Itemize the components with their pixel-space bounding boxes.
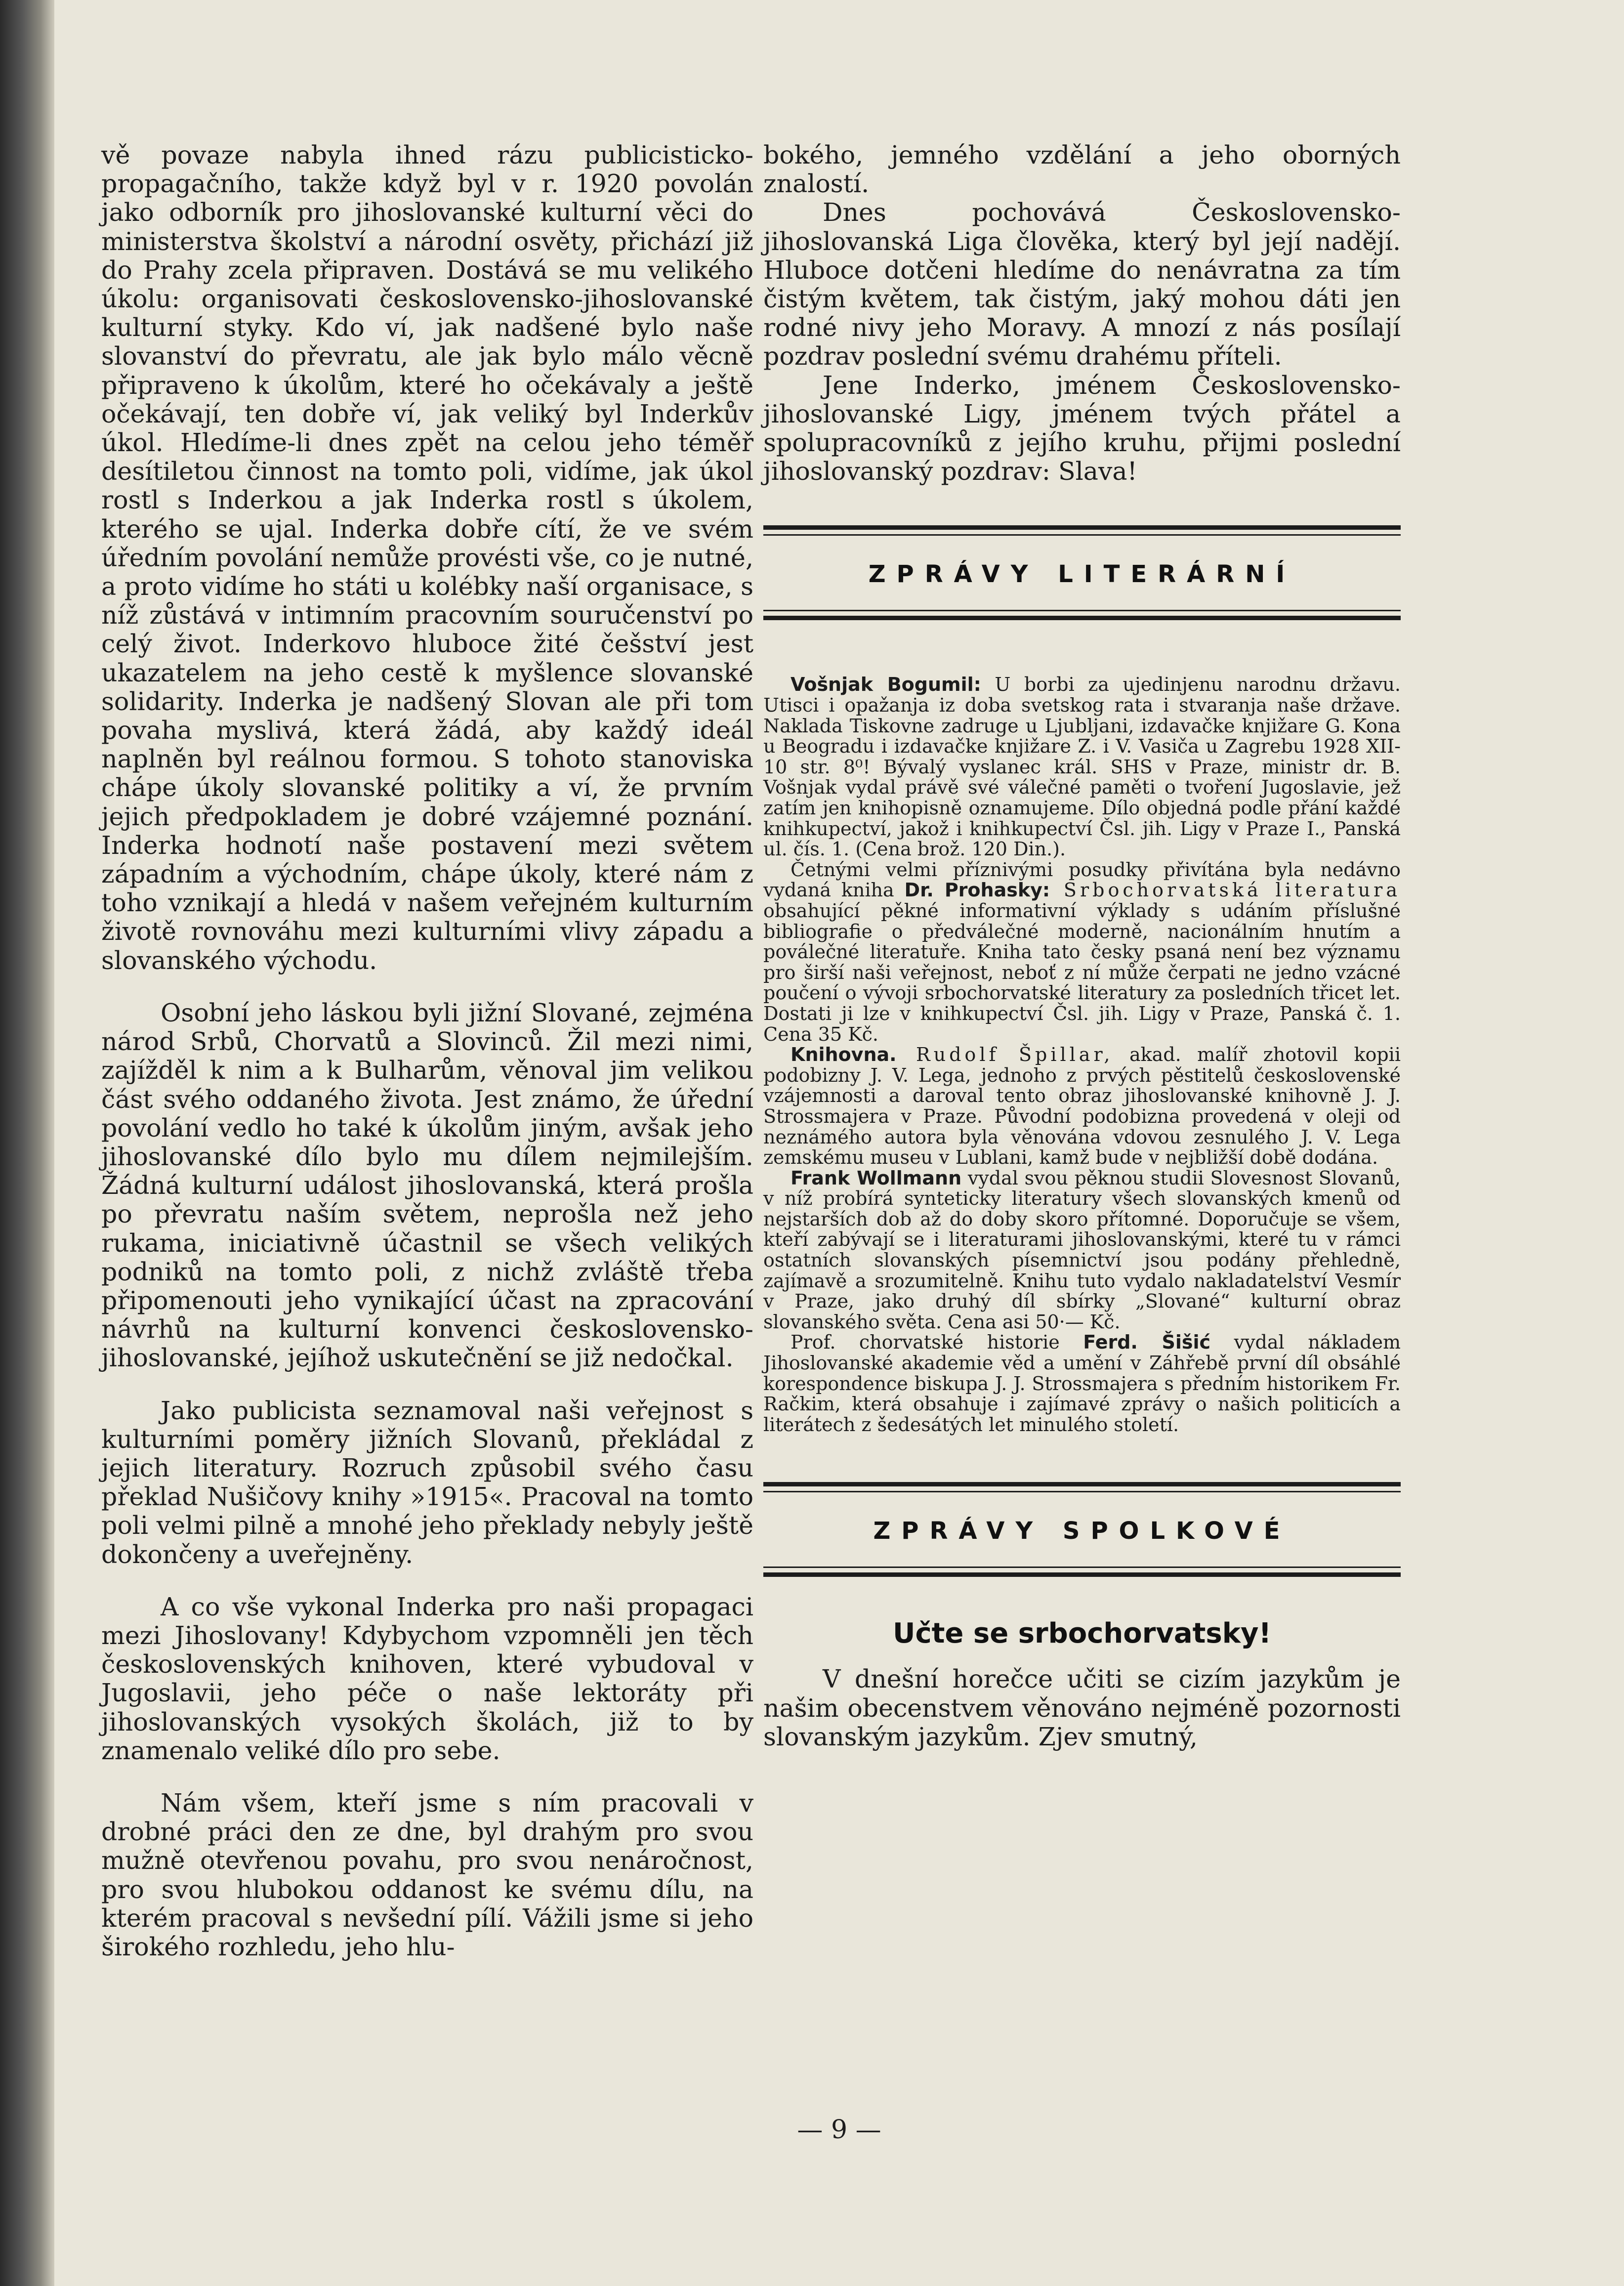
paragraph: V dnešní horečce učiti se cizím jazykům je našim obecenstvem věnováno nejméně pozornosti slovanským jazykům. Zjev smutný, (763, 1664, 1401, 1751)
paragraph: Osobní jeho láskou byli jižní Slované, zejména národ Srbů, Chorvatů a Slovinců. Žil mezi nimi, zajížděl k nim a k Bulharům, věnoval jim velikou část svého oddaného života. Jest známo, že úřední povolání vedlo ho také k úkolům jiným, avšak jeho jihoslovanské dílo bylo mu dílem nejmilejším. Žádná kulturní událost jihoslovanská, která prošla po převratu naším světem, neprošla než jeho rukama, iniciativně účastnil se všech velikých podniků na tomto poli, z nichž zvláště třeba připomenouti jeho vynikající účast na zpracování návrhů na kulturní konvenci československo-jihoslovanské, jejíhož uskutečnění se již nedočkal. (101, 998, 753, 1373)
news-item: Vošnjak Bogumil: U borbi za ujedinjenu narodnu državu. Utisci i opažanja iz doba svetskog rata i stvaranja naše države. Naklada Tiskovne zadruge u Ljubljani, izdavačke knjižare G. Kona u Beogradu i izdavačke knjižare Z. i V. Vasiča u Zagrebu 1928 XII-10 str. 8⁰! Bývalý vyslanec král. SHS v Praze, ministr dr. B. Vošnjak vydal právě své válečné paměti o tvoření Jugoslavie, jež zatím jen knihopisně oznamujeme. Dílo objedná podle přání každé knihkupectví, jakož i knihkupectví Čsl. jih. Ligy v Praze I., Panská ul. čís. 1. (Cena brož. 120 Din.). (763, 674, 1401, 860)
section-heading-literary: ZPRÁVY LITERÁRNÍ (868, 560, 1296, 589)
section-rule-top (763, 1482, 1401, 1492)
paragraph: A co vše vykonal Inderka pro naši propagaci mezi Jihoslovany! Kdybychom vzpomněli jen těch československých knihoven, které vybudoval v Jugoslavii, jeho péče o naše lektoráty při jihoslovanských vysokých školách, již to by znamenalo veliké dílo pro sebe. (101, 1592, 753, 1765)
page-number: — 9 — (797, 2115, 881, 2145)
news-item: Knihovna. Rudolf Špillar, akad. malíř zhotovil kopii podobizny J. V. Lega, jednoho z prvých pěstitelů československé vzájemnosti a daroval tento obraz jihoslovanské knihovně J. J. Strossmajera v Praze. Původní podobizna provedená v oleji od neznámého autora byla věnována vdovou zesnulého J. V. Lega zemskému museu v Lublani, kamž bude v nejbližší době dodána. (763, 1044, 1401, 1169)
section-rule-bottom (763, 610, 1401, 620)
divider (763, 525, 1401, 530)
paragraph: Jene Inderko, jménem Československo-jihoslovanské Ligy, jménem tvých přátel a spolupracovníků z jejího kruhu, přijmi poslední jihoslovanský pozdrav: Slava! (763, 370, 1401, 486)
paragraph: Nám všem, kteří jsme s ním pracovali v drobné práci den ze dne, byl drahým pro svou mužně otevřenou povahu, pro svou nenáročnost, pro svou hlubokou oddanost ke svému dílu, na kterém pracoval s nevšední pílí. Vážili jsme si jeho širokého rozhledu, jeho hlu- (101, 1788, 753, 1961)
page (54, 0, 1624, 2286)
divider (763, 1566, 1401, 1568)
section-rule-bottom (763, 1566, 1401, 1577)
section-rule-top (763, 525, 1401, 536)
section-heading-society: ZPRÁVY SPOLKOVÉ (873, 1517, 1291, 1545)
paragraph: vě povaze nabyla ihned rázu publicisticko-propagačního, takže když byl v r. 1920 povolán jako odborník pro jihoslovanské kulturní věci do ministerstva školství a národní osvěty, přichází již do Prahy zcela připraven. Dostává se mu velikého úkolu: organisovati československo-jihoslovanské kulturní styky. Kdo ví, jak nadšené bylo naše slovanství do převratu, ale jak bylo málo věcně připraveno k úkolům, které ho očekávaly a ještě očekávají, ten dobře ví, jak veliký byl Inderkův úkol. Hledíme-li dnes zpět na celou jeho téměř desítiletou činnost na tomto poli, vidíme, jak úkol rostl s Inderkou a jak Inderka rostl s úkolem, kterého se ujal. Inderka dobře cítí, že ve svém úředním povolání nemůže provésti vše, co je nutné, a proto vidíme ho státi u kolébky naší organisace, s níž zůstává v intimním pracovním souručenství po celý život. Inderkovo hluboce žité češství jest ukazatelem na jeho cestě k myšlence slovanské solidarity. Inderka je nadšený Slovan ale při tom povaha myslivá, která žádá, aby každý ideál naplněn byl reálnou formou. S tohoto stanoviska chápe úkoly slovanské politiky a ví, že prvním jejich předpokladem je dobré vzájemné poznání. Inderka hodnotí naše postavení mezi světem západním a východním, chápe úkoly, které nám z toho vznikají a hledá v našem veřejném kulturním životě rovnováhu mezi kulturními vlivy západu a slovanského východu. (101, 140, 753, 975)
news-item: Četnými velmi příznivými posudky přivítána byla nedávno vydaná kniha Dr. Prohasky: Srbochorvatská literatura obsahující pěkné informativní výklady s udáním příslušné bibliografie o předválečné moderně, nacionálním hnutím a poválečné literatuře. Kniha tato česky psaná není bez významu pro širší naši veřejnost, neboť z ní může čerpati ne jedno vzácné poučení o vývoji srbochorvatské literatury za posledních třicet let. Dostati ji lze v knihkupectví Čsl. jih. Ligy v Praze, Panská č. 1. Cena 35 Kč. (763, 858, 1401, 1045)
divider (763, 616, 1401, 620)
literary-news (763, 675, 1401, 1435)
left-column (101, 141, 753, 1961)
paragraph: bokého, jemného vzdělání a jeho oborných znalostí. (763, 140, 1401, 199)
divider (763, 1491, 1401, 1492)
divider (763, 610, 1401, 611)
news-item: Prof. chorvatské historie Ferd. Šišić vydal nákladem Jihoslovanské akademie věd a umění v Záhřebě první díl obsáhlé korespondence biskupa J. J. Strossmajera s předním historikem Fr. Račkim, která obsahuje i zajímavé zprávy o našich politicích a literátech z šedesátých let minulého století. (763, 1331, 1401, 1436)
divider (763, 1572, 1401, 1577)
paragraph: Jako publicista seznamoval naši veřejnost s kulturními poměry jižních Slovanů, překládal z jejich literatury. Rozruch způsobil svého času překlad Nušičovy knihy »1915«. Pracoval na tomto poli velmi pilně a mnohé jeho překlady nebyly ještě dokončeny a uveřejněny. (101, 1396, 753, 1569)
article-title: Učte se srbochorvatsky! (892, 1617, 1272, 1650)
divider (763, 1482, 1401, 1486)
paragraph: Dnes pochovává Československo-jihoslovanská Liga člověka, který byl její nadějí. Hluboce dotčeni hledíme do nenávratna za tím čistým květem, tak čistým, jaký mohou dáti jen rodné nivy jeho Moravy. A mnozí z nás posílají pozdrav poslední svému drahému příteli. (763, 198, 1401, 371)
book-binding-edge (0, 0, 54, 2286)
right-column (763, 141, 1401, 1751)
news-item: Frank Wollmann vydal svou pěknou studii Slovesnost Slovanů, v níž probírá synteticky literatury všech slovanských kmenů od nejstarších dob až do doby skoro přítomné. Doporučuje se všem, kteří zabývají se i literaturami jihoslovanskými, které tu v rámci ostatních slovanských písemnictví jsou podány přehledně, zajímavě a srozumitelně. Knihu tuto vydalo nakladatelství Vesmír v Praze, jako druhý díl sbírky „Slované“ kulturní obraz slovanského světa. Cena asi 50·— Kč. (763, 1167, 1401, 1333)
divider (763, 534, 1401, 536)
